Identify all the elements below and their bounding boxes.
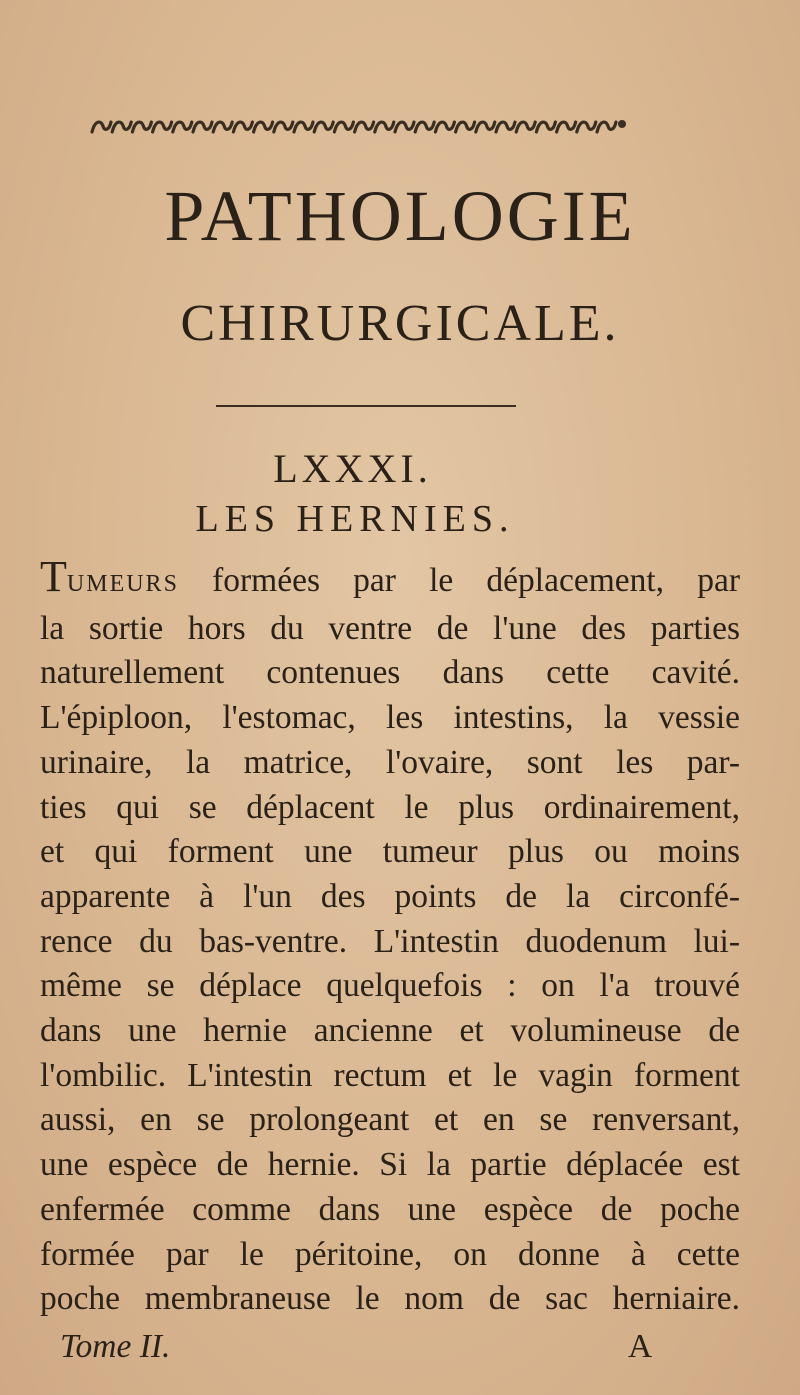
body-line: apparente à l'un des points de la circonfé-	[40, 877, 740, 915]
body-line: rence du bas-ventre. L'intestin duodenum lui-	[40, 922, 740, 960]
body-line: L'épiploon, l'estomac, les intestins, la vessie	[40, 699, 740, 737]
volume-label: Tome II.	[60, 1328, 171, 1365]
body-line: une espèce de hernie. Si la partie déplacée est	[40, 1146, 740, 1184]
body-line: la sortie hors du ventre de l'une des parties	[40, 609, 740, 647]
body-paragraph	[40, 552, 740, 1322]
small-caps-word: UMEURS	[66, 571, 179, 597]
body-line: formée par le péritoine, on donne à cette	[40, 1235, 740, 1273]
page-title: PATHOLOGIE	[164, 176, 636, 256]
body-line: poche membraneuse le nom de sac herniaire.	[40, 1280, 740, 1318]
signature-mark: A	[628, 1328, 653, 1365]
chapter-heading: LES HERNIES.	[195, 498, 515, 540]
body-line: naturellement contenues dans cette cavité.	[40, 654, 740, 692]
body-line: dans une hernie ancienne et volumineuse de	[40, 1012, 740, 1050]
chapter-number: LXXXI.	[273, 446, 432, 491]
body-line: ties qui se déplacent le plus ordinairement,	[40, 788, 740, 826]
page-subtitle: CHIRURGICALE.	[180, 295, 620, 352]
ornamental-border	[88, 112, 628, 140]
drop-cap: T	[40, 552, 67, 601]
body-line: urinaire, la matrice, l'ovaire, sont les par-	[40, 743, 740, 781]
body-line: même se déplace quelquefois : on l'a trouvé	[40, 967, 740, 1005]
body-line	[40, 552, 740, 607]
body-line-text: formées par le déplacement, par	[178, 562, 740, 599]
body-line: aussi, en se prolongeant et en se renversant,	[40, 1101, 740, 1139]
body-line: et qui forment une tumeur plus ou moins	[40, 833, 740, 871]
body-line: l'ombilic. L'intestin rectum et le vagin forment	[40, 1056, 740, 1094]
page-footer	[40, 1328, 740, 1372]
title-divider	[216, 405, 516, 407]
body-line: enfermée comme dans une espèce de poche	[40, 1190, 740, 1228]
